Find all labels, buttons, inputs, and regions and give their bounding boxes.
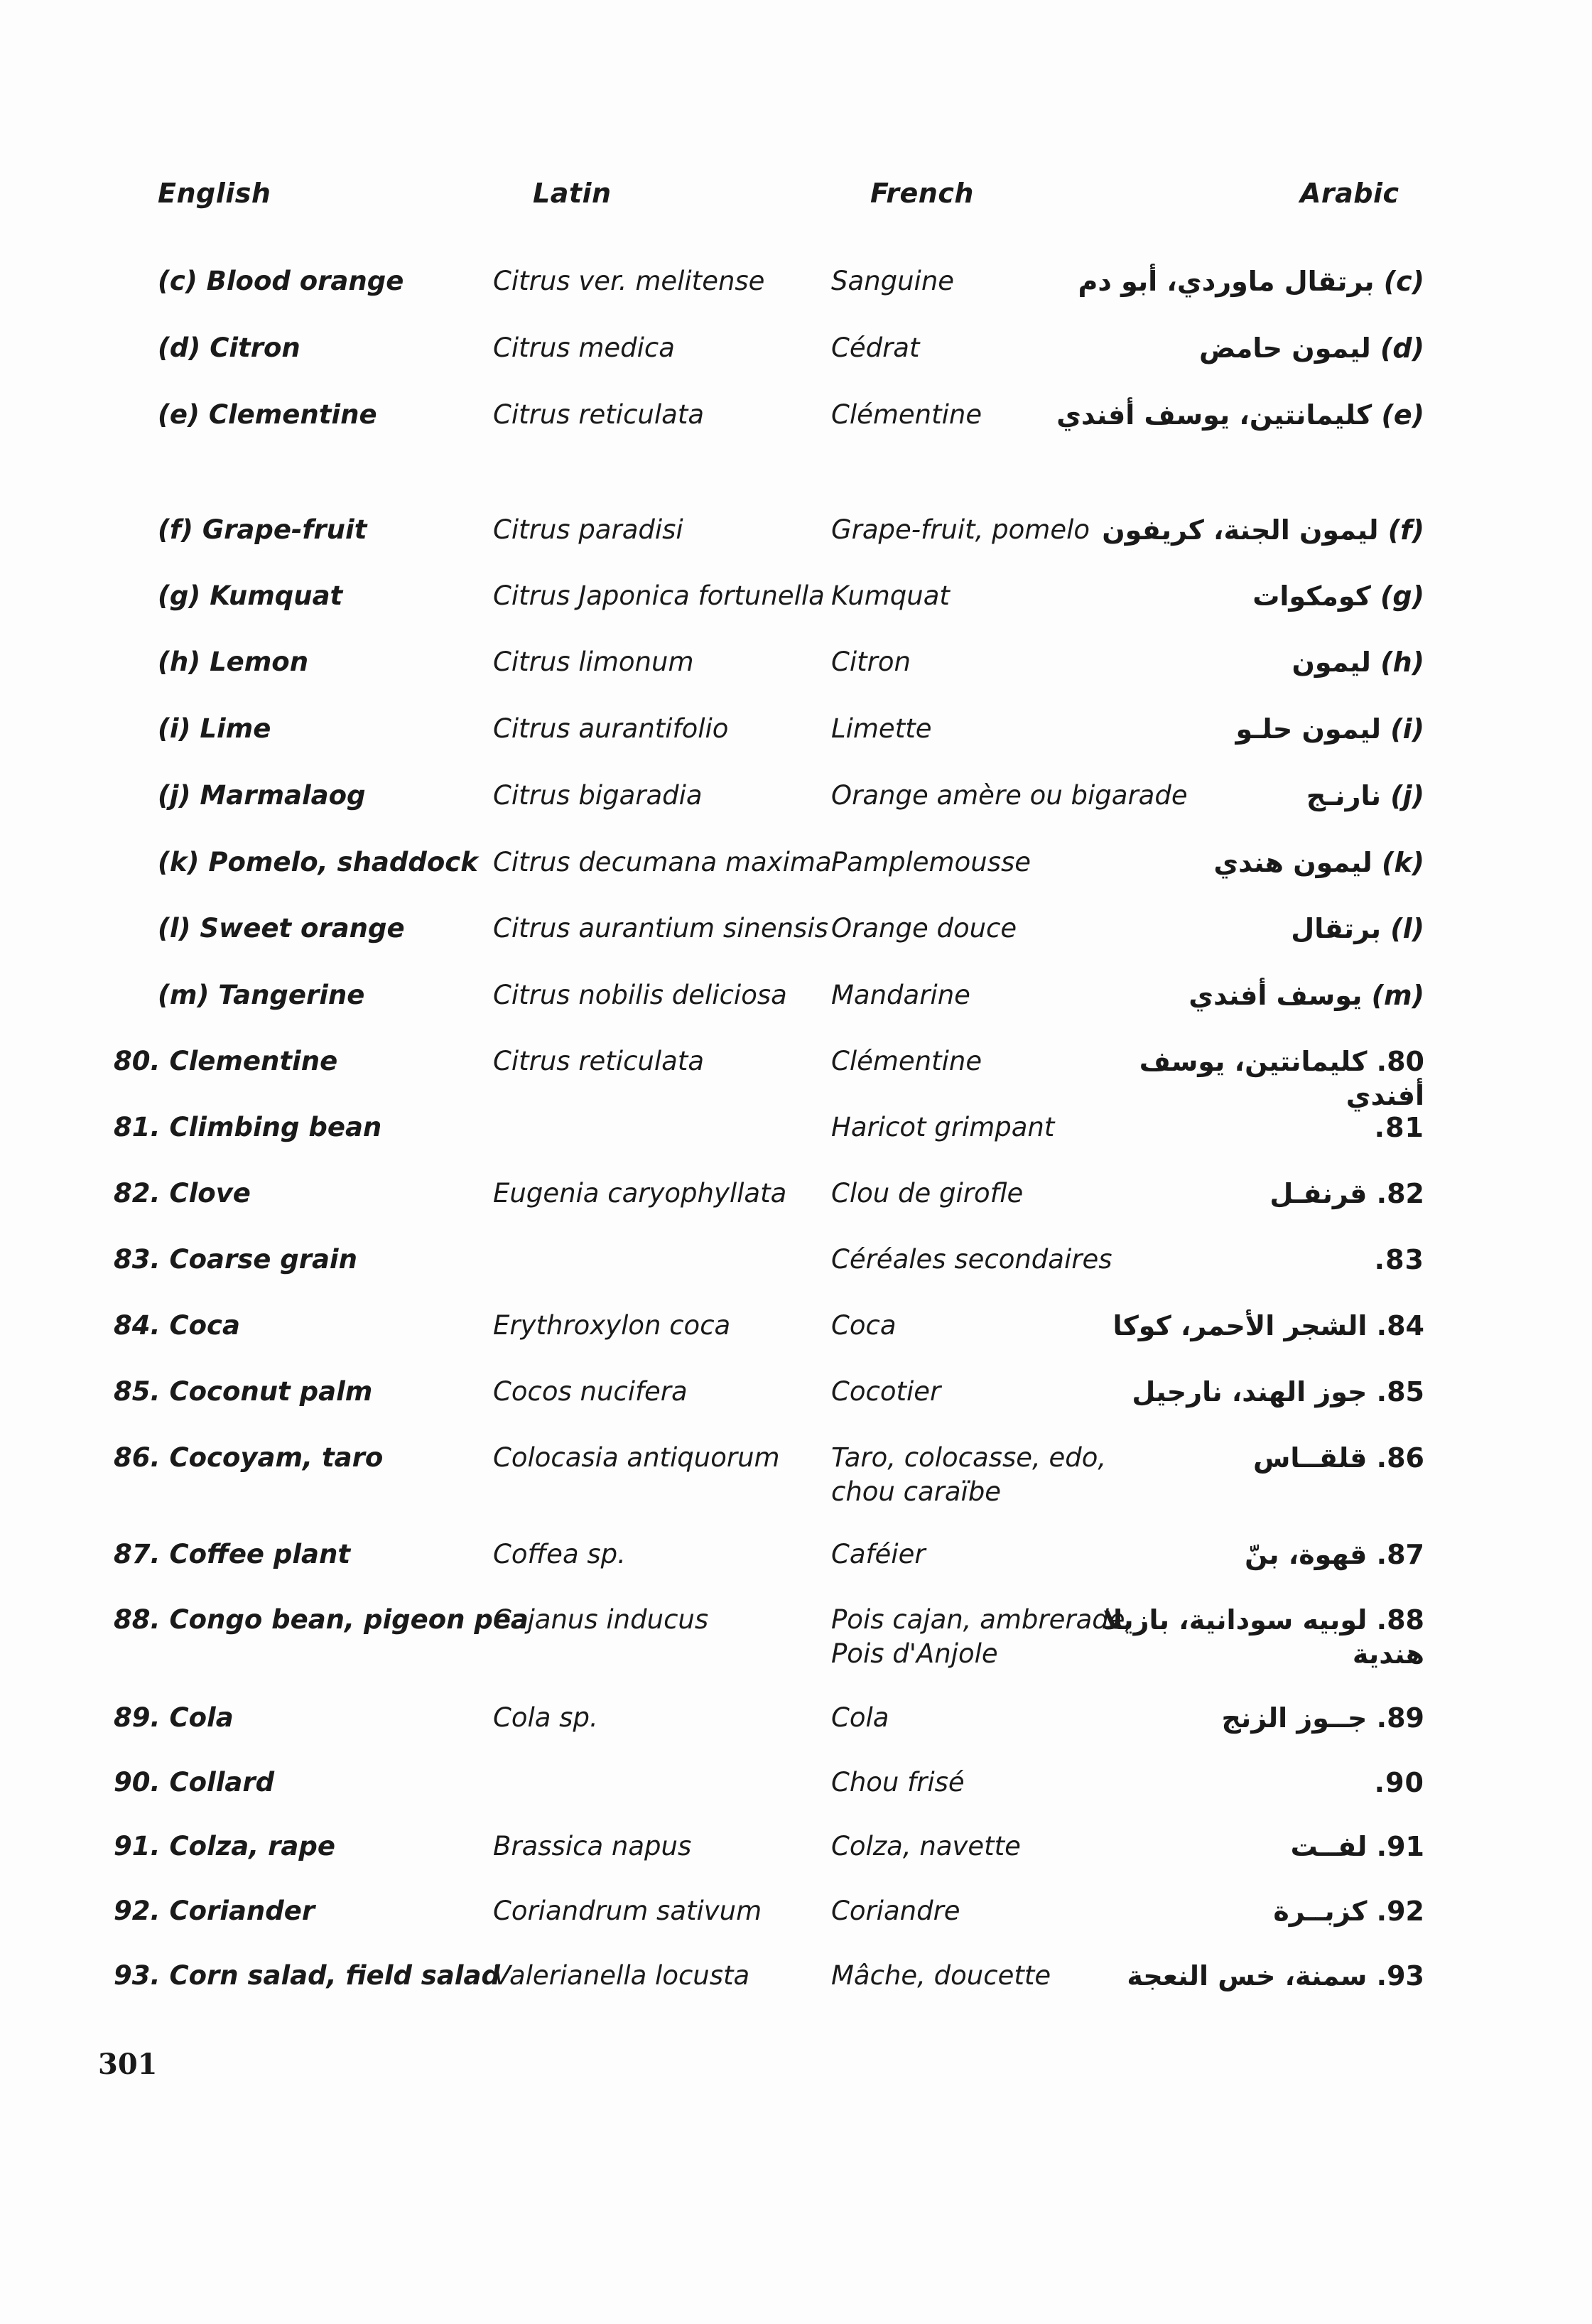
arabic-text: جوز الهند، نارجيل xyxy=(1132,1376,1368,1407)
arabic-label: 83. xyxy=(1374,1244,1424,1275)
english-term xyxy=(158,845,478,880)
french-line: Coca xyxy=(831,1310,897,1341)
latin-term: Citrus nobilis deliciosa xyxy=(493,980,787,1010)
arabic-label: (g) xyxy=(1380,580,1424,612)
arabic-text: قلقــاس xyxy=(1253,1442,1368,1474)
arabic-label: 85. xyxy=(1376,1376,1424,1407)
french-line-2: Pois d'Anjole xyxy=(831,1638,998,1669)
arabic-text: كزبــرة xyxy=(1273,1896,1368,1927)
entry-label: 89. xyxy=(114,1702,161,1733)
french-term xyxy=(831,912,1017,946)
arabic-term xyxy=(1375,1243,1424,1277)
latin-term: Citrus medica xyxy=(493,333,675,363)
french-term xyxy=(831,331,919,365)
arabic-text: الشجر الأحمر، كوكا xyxy=(1112,1310,1368,1341)
english-text: Clementine xyxy=(169,1046,338,1076)
french-term xyxy=(831,264,954,298)
english-term xyxy=(114,1537,350,1572)
french-term xyxy=(831,1959,1051,1993)
english-term xyxy=(114,1110,381,1145)
latin-term: Citrus reticulata xyxy=(493,399,705,430)
arabic-text: برتقال xyxy=(1291,913,1381,944)
french-term xyxy=(831,1441,1106,1509)
french-line: Orange douce xyxy=(831,913,1017,944)
latin-term: Erythroxylon coca xyxy=(493,1310,731,1341)
arabic-text: لفــت xyxy=(1290,1831,1368,1862)
french-line: Mandarine xyxy=(831,980,970,1010)
arabic-label: 87. xyxy=(1376,1539,1424,1570)
english-text: Citron xyxy=(210,333,300,363)
entry-label: 93. xyxy=(114,1960,161,1991)
french-term xyxy=(831,1044,982,1079)
arabic-text: سمنة، خس النعجة xyxy=(1127,1960,1368,1991)
english-text: Coriander xyxy=(169,1896,315,1926)
arabic-label: (i) xyxy=(1390,713,1424,745)
english-term xyxy=(114,1243,357,1277)
french-term xyxy=(831,1110,1054,1145)
arabic-label: (k) xyxy=(1381,847,1424,878)
arabic-text: كومكوات xyxy=(1252,580,1371,612)
arabic-text: ليمون الجنة، كريفون xyxy=(1102,514,1379,546)
english-term xyxy=(114,1309,240,1343)
arabic-label: 84. xyxy=(1376,1310,1424,1341)
arabic-text: قهوة، بنّ xyxy=(1245,1539,1368,1570)
arabic-label: (d) xyxy=(1380,333,1424,364)
english-term xyxy=(114,1441,383,1475)
arabic-label: 92. xyxy=(1376,1896,1424,1927)
french-term xyxy=(831,1375,941,1409)
latin-term: Citrus Japonica fortunella xyxy=(493,580,825,611)
header-english: English xyxy=(158,178,271,209)
french-term xyxy=(831,1830,1021,1864)
english-text: Congo bean, pigeon pea xyxy=(169,1604,529,1635)
latin-term: Citrus paradisi xyxy=(493,514,683,545)
latin-term: Citrus limonum xyxy=(493,647,694,677)
french-line: Taro, colocasse, edo, xyxy=(831,1442,1107,1473)
french-line: Chou frisé xyxy=(831,1767,965,1798)
arabic-label: (f) xyxy=(1387,514,1424,546)
entry-label: (g) xyxy=(158,580,201,611)
arabic-text: ليمون حلـو xyxy=(1235,713,1381,745)
french-line: Clémentine xyxy=(831,1046,982,1076)
english-term xyxy=(158,513,367,547)
arabic-text: برتقال ماوردي، أبو دم xyxy=(1078,266,1375,297)
entry-label: 92. xyxy=(114,1896,161,1926)
french-line-2: chou caraïbe xyxy=(831,1476,1002,1507)
arabic-term xyxy=(1273,1894,1424,1928)
french-term xyxy=(831,1177,1023,1211)
latin-term: Eugenia caryophyllata xyxy=(493,1178,787,1209)
french-line: Haricot grimpant xyxy=(831,1112,1055,1142)
arabic-text: قرنفـل xyxy=(1269,1178,1368,1209)
french-line: Limette xyxy=(831,713,932,744)
latin-term: Citrus reticulata xyxy=(493,1046,705,1076)
french-term xyxy=(831,645,911,679)
french-term xyxy=(831,1894,960,1928)
arabic-term xyxy=(1269,1177,1424,1211)
french-term xyxy=(831,513,1090,547)
english-term xyxy=(114,1830,335,1864)
english-term xyxy=(158,912,405,946)
arabic-text: جــوز الزنج xyxy=(1221,1702,1368,1734)
english-text: Corn salad, field salad xyxy=(169,1960,500,1991)
arabic-label: 89. xyxy=(1376,1702,1424,1734)
entry-label: 85. xyxy=(114,1376,161,1407)
french-term xyxy=(831,1309,897,1343)
arabic-term xyxy=(1213,845,1424,880)
entry-label: (e) xyxy=(158,399,200,430)
arabic-term xyxy=(1055,1603,1424,1671)
arabic-term xyxy=(1291,912,1424,946)
english-text: Coffee plant xyxy=(169,1539,351,1569)
entry-label: 80. xyxy=(114,1046,161,1076)
french-line: Grape-fruit, pomelo xyxy=(831,514,1090,545)
english-term xyxy=(114,1375,372,1409)
english-term xyxy=(158,579,342,613)
french-term xyxy=(831,1243,1112,1277)
arabic-term xyxy=(1078,264,1425,298)
entry-label: 81. xyxy=(114,1112,161,1142)
arabic-term xyxy=(1245,1537,1424,1572)
arabic-term xyxy=(1253,1441,1424,1475)
entry-label: 87. xyxy=(114,1539,161,1569)
english-term xyxy=(158,264,404,298)
french-line: Coriandre xyxy=(831,1896,960,1926)
english-term xyxy=(158,978,364,1012)
french-line: Colza, navette xyxy=(831,1831,1021,1861)
french-line: Caféier xyxy=(831,1539,926,1569)
english-text: Clementine xyxy=(208,399,377,430)
french-line: Cola xyxy=(831,1702,889,1733)
page-number: 301 xyxy=(98,2048,158,2081)
arabic-label: 86. xyxy=(1376,1442,1424,1474)
english-term xyxy=(114,1766,274,1800)
entry-label: (f) xyxy=(158,514,193,545)
english-term xyxy=(114,1894,315,1928)
english-text: Lemon xyxy=(210,647,309,677)
french-line: Orange amère ou bigarade xyxy=(831,780,1188,811)
entry-label: 88. xyxy=(114,1604,161,1635)
arabic-text: ليمون هندي xyxy=(1213,847,1372,878)
arabic-term xyxy=(1199,331,1424,365)
arabic-term xyxy=(1112,1309,1424,1343)
french-term xyxy=(831,579,950,613)
arabic-term xyxy=(1375,1110,1424,1145)
arabic-label: 81. xyxy=(1374,1112,1424,1143)
header-arabic: Arabic xyxy=(1300,178,1399,209)
arabic-term xyxy=(1222,1701,1424,1735)
arabic-term xyxy=(1252,579,1424,613)
arabic-text: لوبيه سودانية، بازيلا هندية xyxy=(1103,1604,1424,1670)
latin-term: Coriandrum sativum xyxy=(493,1896,762,1926)
french-line: Citron xyxy=(831,647,911,677)
english-text: Coarse grain xyxy=(169,1244,357,1275)
arabic-label: 90. xyxy=(1374,1767,1424,1798)
french-term xyxy=(831,398,982,432)
latin-term: Coffea sp. xyxy=(493,1539,626,1569)
arabic-term xyxy=(1127,1959,1424,1993)
arabic-text: ليمون xyxy=(1292,647,1371,678)
entry-label: (h) xyxy=(158,647,201,677)
french-term xyxy=(831,1701,889,1735)
header-french: French xyxy=(870,178,974,209)
entry-label: 91. xyxy=(114,1831,161,1861)
english-text: Marmalaog xyxy=(200,780,366,811)
latin-term: Colocasia antiquorum xyxy=(493,1442,780,1473)
french-term xyxy=(831,1537,926,1572)
english-text: Blood orange xyxy=(206,266,404,296)
english-text: Cola xyxy=(169,1702,234,1733)
english-term xyxy=(158,331,300,365)
english-text: Cocoyam, taro xyxy=(169,1442,384,1473)
english-term xyxy=(114,1603,529,1637)
arabic-term xyxy=(1056,398,1424,432)
entry-label: (j) xyxy=(158,780,191,811)
latin-term: Citrus decumana maxima xyxy=(493,847,832,877)
entry-label: 86. xyxy=(114,1442,161,1473)
english-text: Grape-fruit xyxy=(202,514,367,545)
arabic-term xyxy=(1055,1044,1424,1113)
arabic-text: ليمون حامض xyxy=(1199,333,1371,364)
english-term xyxy=(114,1959,500,1993)
french-term xyxy=(831,845,1031,880)
english-term xyxy=(114,1177,251,1211)
arabic-label: (e) xyxy=(1381,399,1424,431)
english-term xyxy=(114,1044,337,1079)
entry-label: 84. xyxy=(114,1310,161,1341)
french-line: Clémentine xyxy=(831,399,982,430)
english-text: Pomelo, shaddock xyxy=(208,847,478,877)
french-term xyxy=(831,1766,965,1800)
entry-label: (k) xyxy=(158,847,200,877)
english-text: Coconut palm xyxy=(169,1376,373,1407)
arabic-label: 93. xyxy=(1376,1960,1424,1991)
entry-label: (d) xyxy=(158,333,201,363)
english-term xyxy=(158,712,271,746)
arabic-term xyxy=(1306,779,1424,813)
english-text: Tangerine xyxy=(218,980,365,1010)
arabic-term xyxy=(1132,1375,1424,1409)
french-line: Pamplemousse xyxy=(831,847,1031,877)
french-line: Cédrat xyxy=(831,333,920,363)
english-text: Collard xyxy=(169,1767,275,1798)
arabic-text: نارنـج xyxy=(1306,780,1381,811)
english-text: Kumquat xyxy=(210,580,343,611)
arabic-label: (m) xyxy=(1371,980,1424,1011)
french-line: Mâche, doucette xyxy=(831,1960,1051,1991)
english-text: Sweet orange xyxy=(200,913,405,944)
french-line: Kumquat xyxy=(831,580,950,611)
english-term xyxy=(158,398,377,432)
english-term xyxy=(158,779,366,813)
french-line: Sanguine xyxy=(831,266,955,296)
french-line: Pois cajan, ambrerade, xyxy=(831,1604,1134,1635)
entry-label: 82. xyxy=(114,1178,161,1209)
english-term xyxy=(158,645,308,679)
french-term xyxy=(831,779,1188,813)
french-line: Céréales secondaires xyxy=(831,1244,1112,1275)
english-text: Clove xyxy=(169,1178,251,1209)
latin-term: Cola sp. xyxy=(493,1702,598,1733)
arabic-label: 91. xyxy=(1376,1831,1424,1862)
latin-term: Citrus ver. melitense xyxy=(493,266,765,296)
entry-label: (c) xyxy=(158,266,197,296)
french-term xyxy=(831,978,970,1012)
entry-label: 83. xyxy=(114,1244,161,1275)
english-term xyxy=(114,1701,234,1735)
french-line: Cocotier xyxy=(831,1376,941,1407)
arabic-term xyxy=(1375,1766,1424,1800)
arabic-label: 88. xyxy=(1376,1604,1424,1636)
english-text: Climbing bean xyxy=(169,1112,382,1142)
arabic-label: 80. xyxy=(1376,1046,1424,1077)
french-term xyxy=(831,712,931,746)
latin-term: Valerianella locusta xyxy=(493,1960,750,1991)
latin-term: Cajanus inducus xyxy=(493,1604,709,1635)
latin-term: Citrus aurantium sinensis xyxy=(493,913,828,944)
arabic-text: كليمانتين، يوسف أفندي xyxy=(1139,1046,1424,1111)
arabic-term xyxy=(1188,978,1424,1012)
entry-label: (l) xyxy=(158,913,191,944)
entry-label: 90. xyxy=(114,1767,161,1798)
arabic-text: يوسف أفندي xyxy=(1188,980,1363,1011)
arabic-label: 82. xyxy=(1376,1178,1424,1209)
english-text: Coca xyxy=(169,1310,240,1341)
english-text: Colza, rape xyxy=(169,1831,335,1861)
arabic-term xyxy=(1102,513,1424,547)
french-line: Clou de girofle xyxy=(831,1178,1024,1209)
arabic-term xyxy=(1292,645,1424,679)
arabic-label: (l) xyxy=(1390,913,1424,944)
header-latin: Latin xyxy=(533,178,612,209)
entry-label: (m) xyxy=(158,980,210,1010)
arabic-label: (j) xyxy=(1390,780,1424,811)
english-text: Lime xyxy=(200,713,271,744)
latin-term: Citrus bigaradia xyxy=(493,780,703,811)
entry-label: (i) xyxy=(158,713,191,744)
latin-term: Brassica napus xyxy=(493,1831,692,1861)
arabic-term xyxy=(1291,1830,1424,1864)
arabic-term xyxy=(1236,712,1424,746)
latin-term: Cocos nucifera xyxy=(493,1376,688,1407)
arabic-label: (h) xyxy=(1380,647,1424,678)
arabic-label: (c) xyxy=(1383,266,1424,297)
arabic-text: كليمانتين، يوسف أفندي xyxy=(1056,399,1372,431)
latin-term: Citrus aurantifolio xyxy=(493,713,729,744)
